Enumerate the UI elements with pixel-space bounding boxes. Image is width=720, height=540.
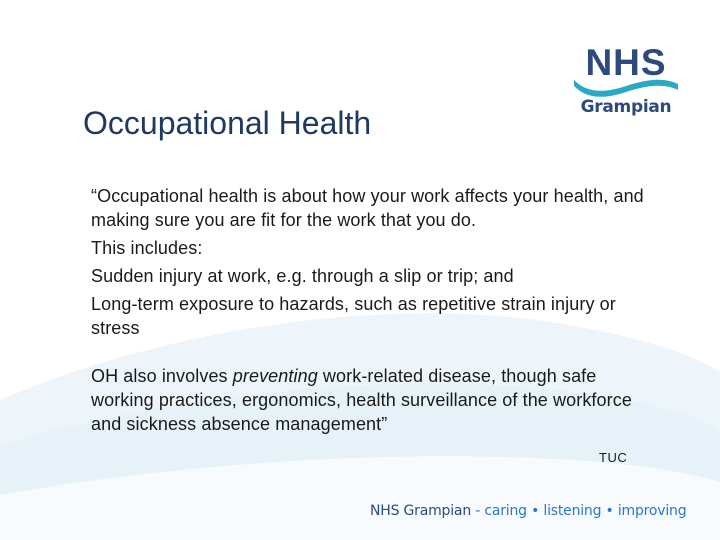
quote-paragraph-5 <box>91 364 651 436</box>
quote-paragraph-1: “Occupational health is about how your work affects your health, and making sure you are fit for the work that you do. <box>91 186 644 230</box>
nhs-grampian-logo <box>572 42 680 124</box>
logo-nhs-text: NHS <box>585 42 667 83</box>
footer-org: NHS Grampian <box>370 503 471 519</box>
footer-tagline <box>370 501 686 521</box>
quote-paragraph-3: Sudden injury at work, e.g. through a slip or trip; and <box>91 266 514 286</box>
footer-values: - caring • listening • improving <box>471 503 687 519</box>
quote-paragraph-5-start: OH also involves <box>91 366 233 386</box>
quote-emphasis: preventing <box>232 366 318 386</box>
quote-paragraph-2: This includes: <box>91 238 203 258</box>
slide-title: Occupational Health <box>83 105 372 141</box>
quote-body <box>91 184 651 436</box>
logo-grampian-text: Grampian <box>580 97 672 117</box>
quote-source: TUC <box>599 450 628 465</box>
quote-paragraph-4: Long-term exposure to hazards, such as repetitive strain injury or stress <box>91 294 616 338</box>
quote-paragraph-5-end: work-related disease, though safe working practices, ergonomics, health surveillance of the workforce and sickness absence management” <box>91 366 632 434</box>
